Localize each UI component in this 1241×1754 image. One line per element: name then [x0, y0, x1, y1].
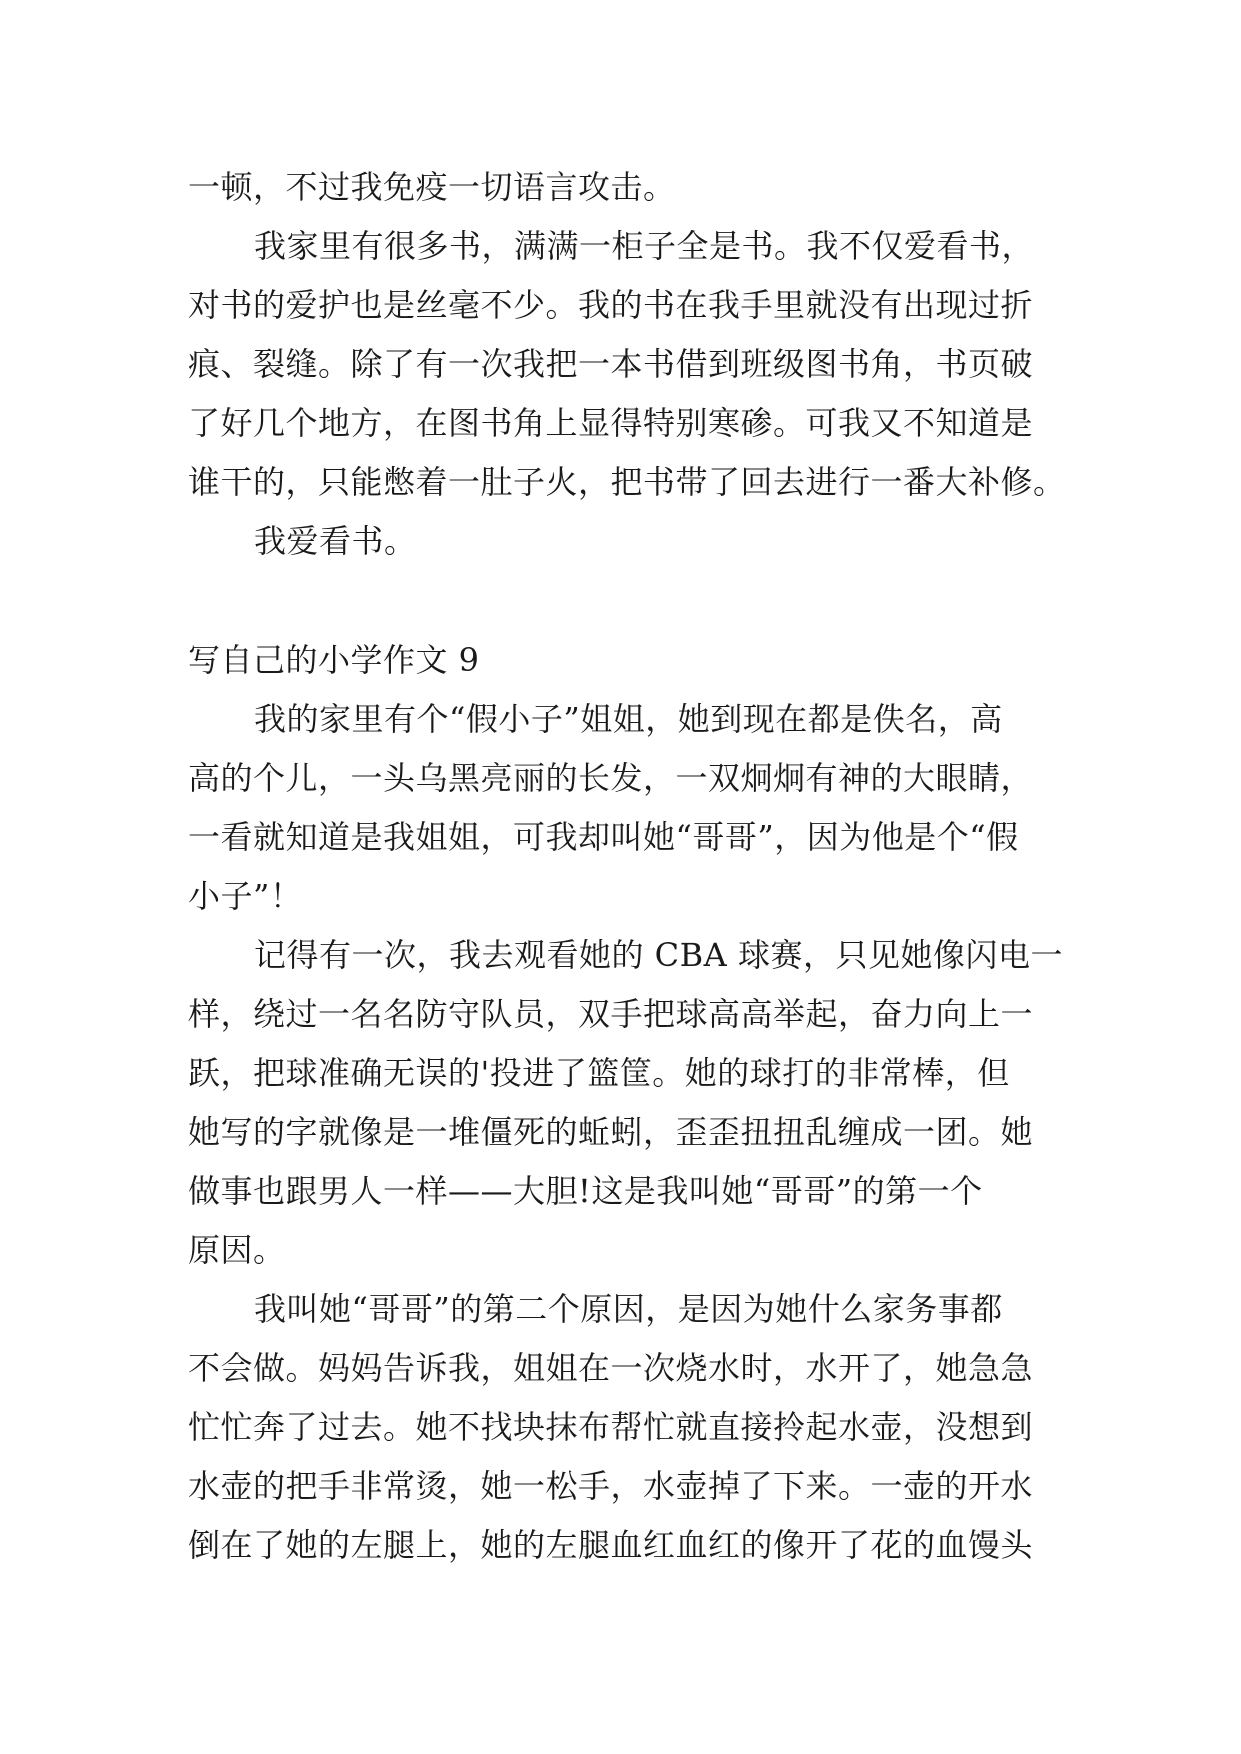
section-gap: [188, 571, 1054, 631]
text-line: 做事也跟男人一样——大胆!这是我叫她“哥哥”的第一个: [188, 1172, 983, 1210]
document-page: [188, 158, 1066, 1575]
text-line: 我的家里有个“假小子”姐姐，她到现在都是佚名，高: [254, 700, 1003, 738]
text-line: 原因。: [188, 1231, 286, 1269]
text-line: 对书的爱护也是丝毫不少。我的书在我手里就没有出现过折: [188, 286, 1034, 324]
text-line: 了好几个地方，在图书角上显得特别寒碜。可我又不知道是: [188, 404, 1034, 442]
text-line: 忙忙奔了过去。她不找块抹布帮忙就直接拎起水壶，没想到: [188, 1408, 1034, 1446]
text-line: 跃，把球准确无误的'投进了篮筐。她的球打的非常棒，但: [188, 1054, 1010, 1092]
text-line: 水壶的把手非常烫，她一松手，水壶掉了下来。一壶的开水: [188, 1467, 1034, 1505]
text-line: 一看就知道是我姐姐，可我却叫她“哥哥”，因为他是个“假: [188, 818, 1019, 856]
text-line: 小子”！: [188, 877, 303, 915]
text-line: 她写的字就像是一堆僵死的蚯蚓，歪歪扭扭乱缠成一团。她: [188, 1113, 1034, 1151]
text-line: 谁干的，只能憋着一肚子火，把书带了回去进行一番大补修。: [188, 463, 1066, 501]
section-title: 写自己的小学作文 9: [188, 641, 480, 679]
text-line: 我爱看书。: [254, 522, 417, 560]
text-line: 记得有一次，我去观看她的 CBA 球赛，只见她像闪电一: [254, 936, 1063, 974]
text-line: 我家里有很多书，满满一柜子全是书。我不仅爱看书，: [254, 227, 1035, 265]
text-line: 倒在了她的左腿上，她的左腿血红血红的像开了花的血馒头: [188, 1526, 1034, 1564]
text-line: 高的个儿，一头乌黑亮丽的长发，一双炯炯有神的大眼睛，: [188, 759, 1034, 797]
text-line: 样，绕过一名名防守队员，双手把球高高举起，奋力向上一: [188, 995, 1034, 1033]
text-line: 痕、裂缝。除了有一次我把一本书借到班级图书角，书页破: [188, 345, 1034, 383]
text-line: 一顿，不过我免疫一切语言攻击。: [188, 168, 676, 206]
text-line: 我叫她“哥哥”的第二个原因，是因为她什么家务事都: [254, 1290, 1003, 1328]
text-line: 不会做。妈妈告诉我，姐姐在一次烧水时，水开了，她急急: [188, 1349, 1034, 1387]
